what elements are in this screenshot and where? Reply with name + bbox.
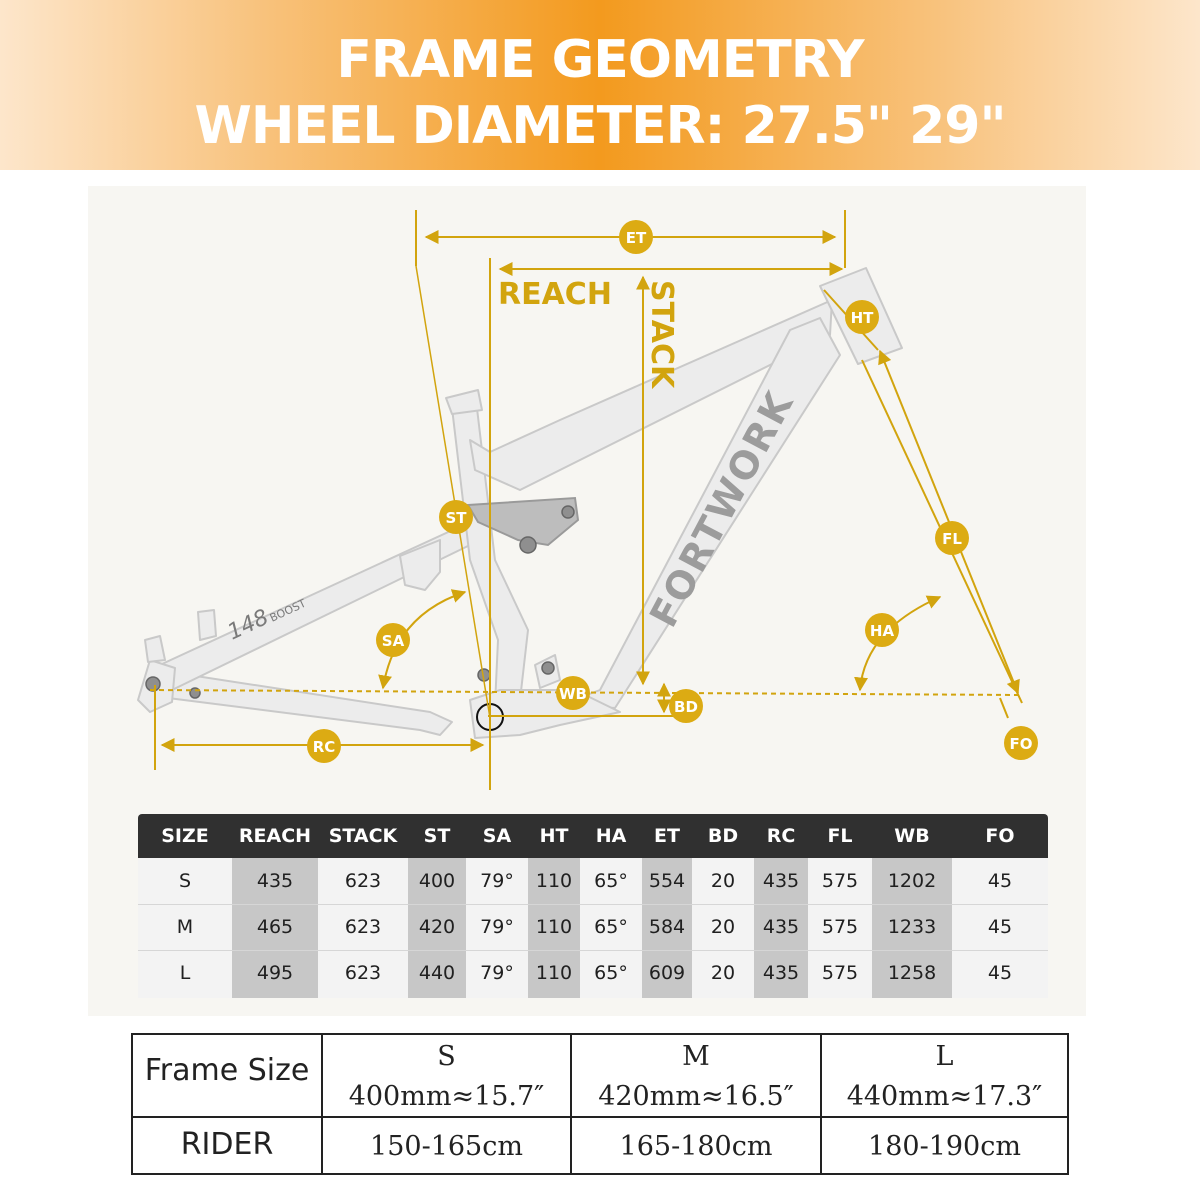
cell-reach: 465 [256,916,294,938]
cell-et: 584 [648,916,686,938]
frame-brand-decal: FORTWORK [641,383,803,635]
hub-decal: 148 [223,605,273,646]
cell-ht: 110 [535,962,573,984]
size-m-rider: 165-180cm [619,1131,773,1162]
svg-text:FO: FO [1009,735,1033,753]
badge-bd [669,689,703,723]
header-stack: STACK [328,825,398,847]
seatstay-brace [400,540,440,590]
cell-fo: 45 [987,916,1013,938]
cell-bd: 20 [710,870,736,892]
seat-collar [446,390,482,414]
badge-fl [935,521,969,555]
size-m-measure: 420mm≈16.5″ [598,1081,794,1112]
pivot-bolt [562,506,574,518]
header-fl: FL [827,825,853,847]
pivot-bolt [520,537,536,553]
cell-rc: 435 [762,916,800,938]
header-rc: RC [766,825,796,847]
cell-stack: 623 [344,916,382,938]
size-l-rider: 180-190cm [868,1131,1021,1162]
header-banner [0,0,1200,170]
badge-fo [1004,726,1038,760]
svg-text:ST: ST [445,509,467,527]
cell-rc: 435 [762,962,800,984]
size-l-name: L [935,1041,954,1072]
cell-ha: 65° [594,870,628,892]
cell-stack: 623 [344,870,382,892]
cell-size: S [178,870,192,892]
cell-ha: 65° [594,962,628,984]
cell-fl: 575 [821,962,859,984]
reach-label: REACH [498,277,612,312]
row-divider [133,1116,1067,1118]
cell-wb: 1233 [887,916,937,938]
header-fo: FO [985,825,1015,847]
cell-bd: 20 [710,962,736,984]
badge-rc [307,729,341,763]
cell-st: 400 [418,870,456,892]
header-et: ET [654,825,680,847]
cell-ht: 110 [535,870,573,892]
svg-text:SA: SA [381,632,405,650]
badge-wb [556,676,590,710]
svg-text:BD: BD [674,698,698,716]
geometry-table [138,814,1048,998]
header-title: FRAME GEOMETRY [336,30,864,90]
cell-reach: 495 [256,962,294,984]
size-s-measure: 400mm≈15.7″ [348,1081,545,1112]
svg-text:WB: WB [559,685,587,703]
cell-bd: 20 [710,916,736,938]
svg-text:ET: ET [625,229,647,247]
cell-st: 440 [418,962,456,984]
header-st: ST [423,825,451,847]
cell-ht: 110 [535,916,573,938]
cell-fo: 45 [987,962,1013,984]
cell-size: M [176,916,194,938]
size-chart-table [131,1033,1069,1175]
geometry-table-header [138,814,1048,858]
cell-fl: 575 [821,870,859,892]
header-reach: REACH [238,825,312,847]
cell-wb: 1258 [887,962,937,984]
cell-size: L [179,962,191,984]
cell-sa: 79° [480,870,514,892]
cell-rc: 435 [762,870,800,892]
rider-label: RIDER [180,1127,274,1162]
pivot-bolt [146,677,160,691]
cell-sa: 79° [480,916,514,938]
header-sa: SA [482,825,512,847]
header-subtitle: WHEEL DIAMETER: 27.5" 29" [194,96,1006,156]
cell-stack: 623 [344,962,382,984]
badge-ha [865,613,899,647]
header-ha: HA [595,825,627,847]
frame-size-label: Frame Size [144,1053,310,1088]
header-size: SIZE [161,825,209,847]
cell-st: 420 [418,916,456,938]
header-ht: HT [539,825,569,847]
stack-label: STACK [644,280,679,389]
svg-text:HT: HT [850,309,874,327]
header-wb: WB [894,825,930,847]
size-l-measure: 440mm≈17.3″ [846,1081,1043,1112]
cell-wb: 1202 [887,870,937,892]
hub-sub-decal: BOOST [267,596,309,625]
rear-tab-2 [198,610,216,640]
size-s-name: S [437,1041,456,1072]
badge-st [439,500,473,534]
svg-text:HA: HA [869,622,895,640]
badge-ht [845,300,879,334]
cell-fl: 575 [821,916,859,938]
size-m-name: M [682,1041,710,1072]
badge-et [619,220,653,254]
badge-sa [376,623,410,657]
cell-reach: 435 [256,870,294,892]
chainstay [150,672,452,735]
header-bd: BD [707,825,739,847]
cell-fo: 45 [987,870,1013,892]
svg-text:RC: RC [312,738,336,756]
size-s-rider: 150-165cm [370,1131,523,1162]
pivot-bolt [542,662,554,674]
cell-ha: 65° [594,916,628,938]
svg-text:FL: FL [942,530,962,548]
rear-tab [145,636,165,662]
cell-et: 609 [648,962,686,984]
cell-sa: 79° [480,962,514,984]
cell-et: 554 [648,870,686,892]
